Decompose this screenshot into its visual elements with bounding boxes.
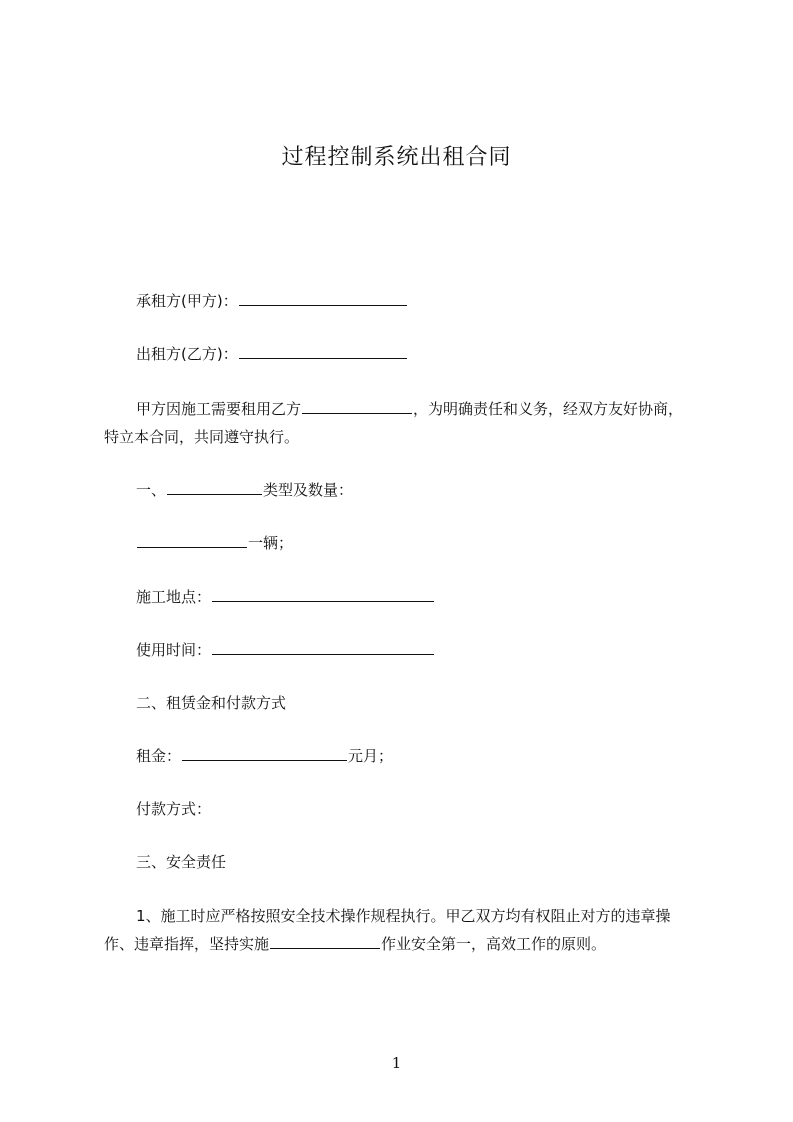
lessor-line: [136, 343, 408, 365]
section2-heading-text: 二、租赁金和付款方式: [136, 694, 287, 712]
lessee-label: 承租方(甲方)：: [136, 292, 238, 310]
intro-line-1: [136, 398, 683, 420]
section3-heading-text: 三、安全责任: [136, 853, 227, 871]
equipment-blank: [302, 398, 412, 414]
clause1-line-2: [104, 933, 606, 955]
lessee-blank: [239, 290, 407, 306]
intro-text-3: 特立本合同，共同遵守执行。: [104, 428, 300, 446]
page-number: 1: [391, 1054, 402, 1072]
lessee-line: [136, 290, 408, 312]
clause1-line-1: [136, 905, 671, 927]
lessor-label: 出租方(乙方)：: [136, 345, 238, 363]
rent-suffix: 元月；: [348, 747, 394, 765]
site-blank: [212, 586, 434, 602]
time-line: [136, 639, 435, 661]
section1-blank: [167, 479, 262, 495]
section1-heading: [136, 479, 353, 501]
quantity-blank: [137, 532, 247, 548]
intro-text-1: 甲方因施工需要租用乙方: [136, 400, 302, 418]
quantity-suffix: 一辆；: [248, 534, 294, 552]
clause1-text-3: 作业安全第一，高效工作的原则。: [381, 935, 607, 953]
quantity-line: [136, 532, 293, 554]
site-label: 施工地点：: [136, 588, 212, 606]
clause1-text-2: 作、违章指挥，坚持实施: [104, 935, 270, 953]
intro-line-2: [104, 426, 299, 448]
rent-blank: [182, 745, 347, 761]
section2-heading: [136, 692, 286, 714]
time-label: 使用时间：: [136, 641, 212, 659]
section1-prefix: 一、: [136, 481, 167, 499]
site-line: [136, 586, 435, 608]
section3-heading: [136, 851, 226, 873]
payment-label: 付款方式：: [136, 800, 212, 818]
section1-suffix: 类型及数量：: [263, 481, 354, 499]
intro-text-2: ，为明确责任和义务，经双方友好协商，: [413, 400, 684, 418]
rent-line: [136, 745, 393, 767]
clause1-text-1: 1、施工时应严格按照安全技术操作规程执行。甲乙双方均有权阻止对方的违章操: [136, 907, 671, 925]
payment-line: [136, 798, 211, 820]
rent-label: 租金：: [136, 747, 182, 765]
document-title: 过程控制系统出租合同: [281, 145, 512, 170]
lessor-blank: [239, 343, 407, 359]
time-blank: [212, 639, 434, 655]
clause1-blank: [270, 933, 380, 949]
